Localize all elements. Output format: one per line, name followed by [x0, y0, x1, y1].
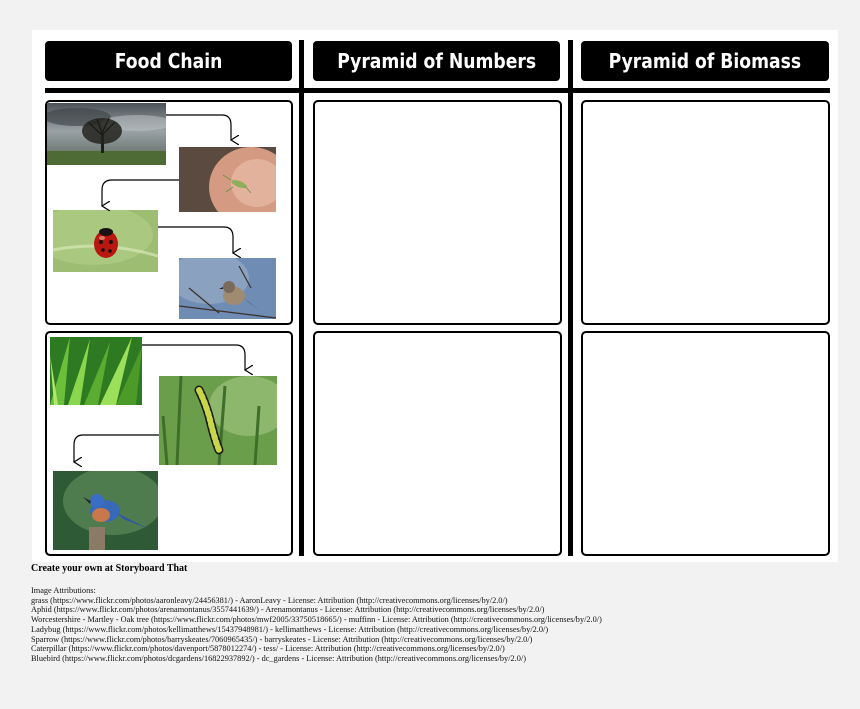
- column-divider-2: [568, 40, 573, 556]
- oak-tree-photo: [47, 103, 166, 165]
- caterpillar-photo: [159, 376, 277, 465]
- aphid-photo: [179, 147, 276, 212]
- attribution-line: Ladybug (https://www.flickr.com/photos/kellimatthews/15437948981/) - kellimatthews - License: Attribution (http://creativecommons.org/licenses/by/2.0/): [31, 624, 549, 634]
- header-food-chain: [45, 41, 292, 81]
- grass-photo: [50, 337, 142, 405]
- bluebird-photo: [53, 471, 158, 550]
- storyboard-credit[interactable]: Create your own at Storyboard That: [31, 563, 188, 574]
- image-attributions: [31, 586, 602, 664]
- cell-pyramid-biomass-1[interactable]: [581, 100, 830, 325]
- cell-pyramid-numbers-1[interactable]: [313, 100, 562, 325]
- ladybug-photo: [53, 210, 158, 272]
- column-divider-1: [299, 40, 304, 556]
- header-pyramid-of-biomass: [581, 41, 829, 81]
- header-divider: [45, 88, 830, 93]
- header-pyramid-of-numbers-label: Pyramid of Numbers: [337, 49, 536, 73]
- attribution-line: Worcestershire - Martley - Oak tree (https://www.flickr.com/photos/mwf2005/33750518665/) - muffinn - License: Attribution (http://creativecommons.org/licenses/by/2.0/): [31, 615, 602, 625]
- sparrow-photo: [179, 258, 276, 319]
- header-food-chain-label: Food Chain: [114, 49, 223, 73]
- attribution-line: Bluebird (https://www.flickr.com/photos/dcgardens/16822937892/) - dc_gardens - License: Attribution (http://creativecommons.org/licenses/by/2.0/): [31, 653, 526, 663]
- storyboard: [32, 30, 838, 562]
- header-pyramid-of-numbers: [313, 41, 560, 81]
- attribution-line: Aphid (https://www.flickr.com/photos/arenamontanus/3557441639/) - Arenamontanus - License: Attribution (http://creativecommons.org/licenses/by/2.0/): [31, 605, 545, 615]
- attribution-line: grass (https://www.flickr.com/photos/aaronleavy/24456381/) - AaronLeavy - License: Attribution (http://creativecommons.org/licenses/by/2.0/): [31, 595, 508, 605]
- cell-pyramid-numbers-2[interactable]: [313, 331, 562, 556]
- cell-pyramid-biomass-2[interactable]: [581, 331, 830, 556]
- attribution-line: Caterpillar (https://www.flickr.com/photos/davenport/5878012274/) - tess/ - License: Attribution (http://creativecommons.org/licenses/by/2.0/): [31, 644, 505, 654]
- attribution-line: Sparrow (https://www.flickr.com/photos/barryskeates/7060965435/) - barryskeates - License: Attribution (http://creativecommons.org/licenses/by/2.0/): [31, 634, 533, 644]
- header-pyramid-of-biomass-label: Pyramid of Biomass: [608, 49, 802, 73]
- attributions-title: Image Attributions:: [31, 586, 96, 595]
